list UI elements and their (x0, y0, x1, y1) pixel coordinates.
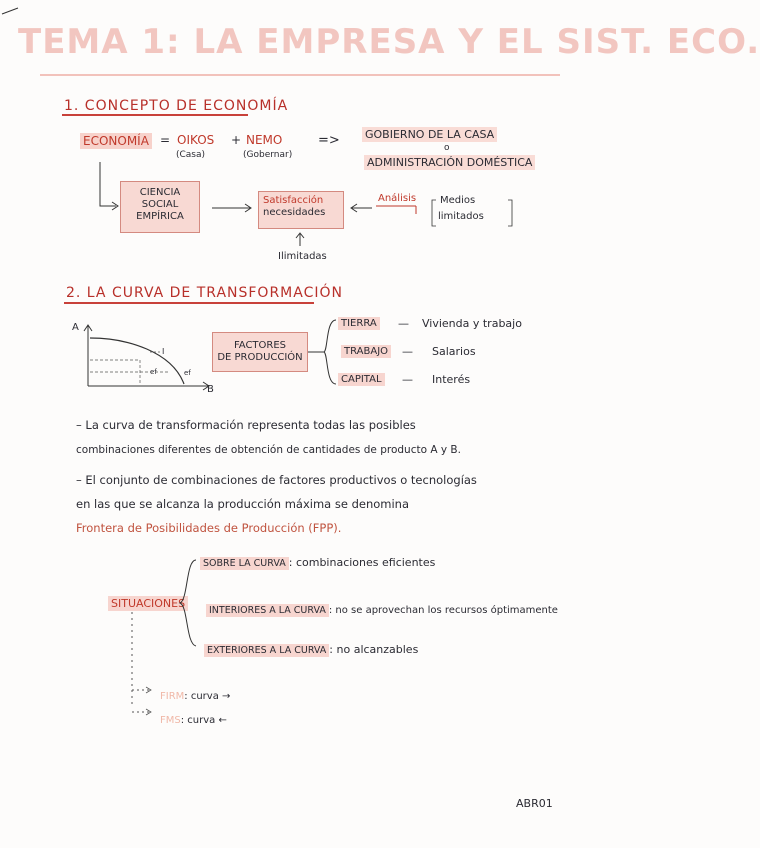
meaning-administracion: ADMINISTRACIÓN DOMÉSTICA (364, 155, 535, 170)
factor-reward-tierra: Vivienda y trabajo (422, 317, 522, 330)
ppf-curve (90, 338, 184, 384)
factor-name-tierra: TIERRA (338, 317, 380, 330)
nemo-meaning: (Gobernar) (243, 150, 293, 160)
factor-dash-3: — (402, 373, 413, 386)
page-title: TEMA 1: LA EMPRESA Y EL SIST. ECO. (18, 22, 760, 62)
extra-dotted-branches (132, 690, 150, 712)
economia-term: ECONOMÍA (80, 133, 152, 149)
meaning-gobierno: GOBIERNO DE LA CASA (362, 127, 497, 142)
factor-reward-capital: Interés (432, 373, 471, 386)
corner-mark (2, 8, 18, 14)
extra-label-firm: FIRM (160, 691, 185, 702)
paragraph-1-line-1: – La curva de transformación representa todas las posibles (76, 418, 416, 432)
point-label-i: I (162, 347, 165, 356)
medios-line-1: Medios (440, 195, 476, 206)
paragraph-1-line-2: combinaciones diferentes de obtención de cantidades de producto A y B. (76, 444, 461, 456)
situation-label-exteriores: EXTERIORES A LA CURVA (204, 644, 329, 657)
equals-sign: = (160, 133, 171, 147)
extra-text-fms: : curva ← (180, 715, 227, 726)
situation-text-exteriores: : no alcanzables (329, 643, 419, 656)
factor-name-capital: CAPITAL (338, 373, 385, 386)
medios-bracket-left (432, 200, 436, 226)
point-label-ef-1: ef (150, 368, 157, 376)
economia-down-arrow (100, 162, 116, 206)
section-2-heading: 2. LA CURVA DE TRANSFORMACIÓN (66, 285, 343, 301)
plus-sign: + (231, 133, 242, 147)
situaciones-label: SITUACIONES (108, 596, 188, 611)
graph-dashed-guides (90, 360, 168, 384)
analisis-label: Análisis (378, 193, 417, 204)
medios-line-2: limitados (438, 211, 484, 222)
situation-label-sobre: SOBRE LA CURVA (200, 557, 289, 570)
ciencia-line-3: EMPÍRICA (136, 211, 184, 222)
implies-arrow: => (318, 133, 340, 148)
extra-label-fms: FMS (160, 715, 181, 726)
section-1-heading: 1. CONCEPTO DE ECONOMÍA (64, 98, 289, 114)
paragraph-2-line-2: en las que se alcanza la producción máxima se denomina (76, 497, 410, 511)
extra-arrowheads (146, 687, 151, 715)
factores-line-1: FACTORES (233, 340, 287, 351)
factor-dash-1: — (398, 317, 409, 330)
author-signature: ABR01 (516, 797, 553, 810)
oikos-word: OIKOS (177, 133, 215, 147)
factor-dash-2: — (402, 345, 413, 358)
axis-b-label: B (207, 384, 214, 395)
ciencia-line-1: CIENCIA (139, 187, 181, 198)
point-label-ef-2: ef (184, 369, 191, 377)
ciencia-line-2: SOCIAL (141, 199, 179, 210)
axis-a-label: A (72, 322, 79, 333)
analisis-underline (376, 206, 416, 214)
factores-line-2: DE PRODUCCIÓN (217, 352, 303, 363)
nemo-word: NEMO (246, 133, 283, 147)
fpp-definition: Frontera de Posibilidades de Producción (FPP). (76, 521, 342, 535)
paragraph-2-line-1: – El conjunto de combinaciones de factores productivos o tecnologías (76, 473, 477, 487)
satisfaccion-line-2: necesidades (263, 207, 326, 218)
situation-text-sobre: : combinaciones eficientes (288, 556, 436, 569)
factor-reward-trabajo: Salarios (432, 345, 476, 358)
meaning-or: o (444, 143, 450, 153)
factores-brace (324, 320, 336, 384)
medios-bracket-right (508, 200, 512, 226)
situation-text-interiores: : no se aprovechan los recursos óptimamente (328, 605, 558, 616)
situation-label-interiores: INTERIORES A LA CURVA (206, 604, 329, 617)
extra-text-firm: : curva → (184, 691, 231, 702)
oikos-meaning: (Casa) (176, 150, 206, 160)
factor-name-trabajo: TRABAJO (341, 345, 391, 358)
situaciones-brace (180, 560, 196, 646)
ilimitadas-label: Ilimitadas (278, 251, 327, 262)
satisfaccion-line-1: Satisfacción (263, 195, 324, 206)
